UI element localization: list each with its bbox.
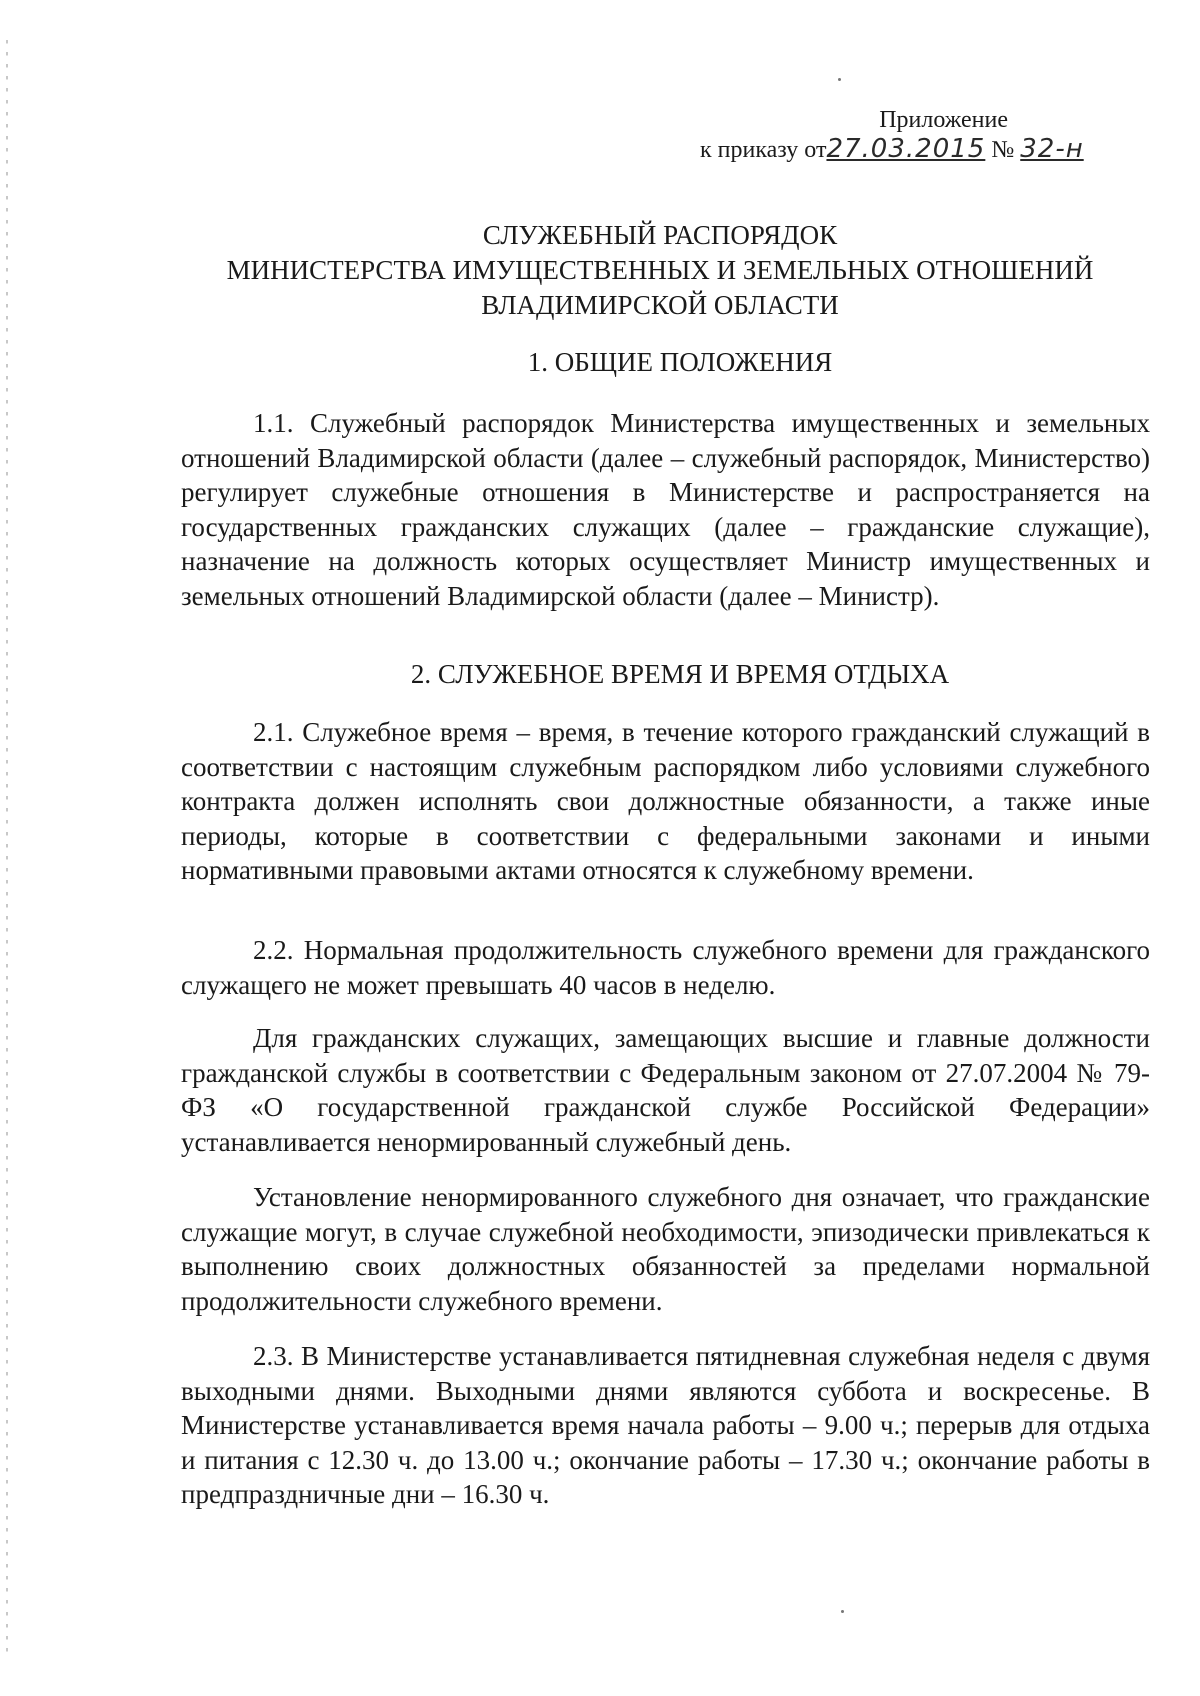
scan-edge-marks xyxy=(6,40,8,1660)
title-line-2: МИНИСТЕРСТВА ИМУЩЕСТВЕННЫХ И ЗЕМЕЛЬНЫХ ОТНОШЕНИЙ xyxy=(226,255,1094,285)
annex-number-label: № xyxy=(991,137,1015,163)
annex-block xyxy=(700,106,1100,165)
handwritten-date: 27.03.2015 xyxy=(826,134,986,164)
paragraph-2-1: 2.1. Служебное время – время, в течение которого гражданский служащий в соответствии с настоящим служебным распорядком либо условиями служебного контракта должен исполнять свои должностные обязанности, а также иные периоды, которые в соответствии с федеральными законами и иными нормативными правовыми актами относятся к служебному времени. xyxy=(181,717,1150,885)
paragraph-1-1: 1.1. Служебный распорядок Министерства имущественных и земельных отношений Владимирской области (далее – служебный распорядок, Министерство) регулирует служебные отношения в Министерстве и распространяется на государственных гражданских служащих (далее – гражданские служащие), назначение на должность которых осуществляет Министр имущественных и земельных отношений Владимирской области (далее – Министр). xyxy=(181,408,1150,611)
title-line-1: СЛУЖЕБНЫЙ РАСПОРЯДОК xyxy=(482,220,838,250)
paragraph-2-2: 2.2. Нормальная продолжительность служебного времени для гражданского служащего не может превышать 40 часов в неделю. xyxy=(181,935,1150,1000)
scan-speck xyxy=(841,1610,844,1613)
handwritten-number: 32-н xyxy=(1020,134,1084,164)
scan-speck xyxy=(838,78,841,81)
title-line-3: ВЛАДИМИРСКОЙ ОБЛАСТИ xyxy=(481,290,839,320)
annex-ref-prefix: к приказу от xyxy=(700,137,827,163)
document-title xyxy=(160,218,1160,323)
paragraph-2-2-b: Для гражданских служащих, замещающих высшие и главные должности гражданской службы в соответствии с Федеральным законом от 27.07.2004 № 79-ФЗ «О государственной гражданской службе Российской Федерации» устанавливается ненормированный служебный день. xyxy=(181,1023,1150,1157)
section-heading-2: 2. СЛУЖЕБНОЕ ВРЕМЯ И ВРЕМЯ ОТДЫХА xyxy=(410,659,950,689)
annex-reference xyxy=(700,135,1100,165)
annex-title: Приложение xyxy=(879,107,1008,133)
section-heading-1: 1. ОБЩИЕ ПОЛОЖЕНИЯ xyxy=(527,347,833,377)
paragraph-2-3: 2.3. В Министерстве устанавливается пятидневная служебная неделя с двумя выходными днями. Выходными днями являются суббота и воскресенье. В Министерстве устанавливается время начала работы – 9.00 ч.; перерыв для отдыха и питания с 12.30 ч. до 13.00 ч.; окончание работы – 17.30 ч.; окончание работы в предпраздничные дни – 16.30 ч. xyxy=(181,1341,1150,1509)
paragraph-2-2-c: Установление ненормированного служебного дня означает, что гражданские служащие могут, в случае служебной необходимости, эпизодически привлекаться к выполнению своих должностных обязанностей за пределами нормальной продолжительности служебного времени. xyxy=(181,1182,1150,1316)
